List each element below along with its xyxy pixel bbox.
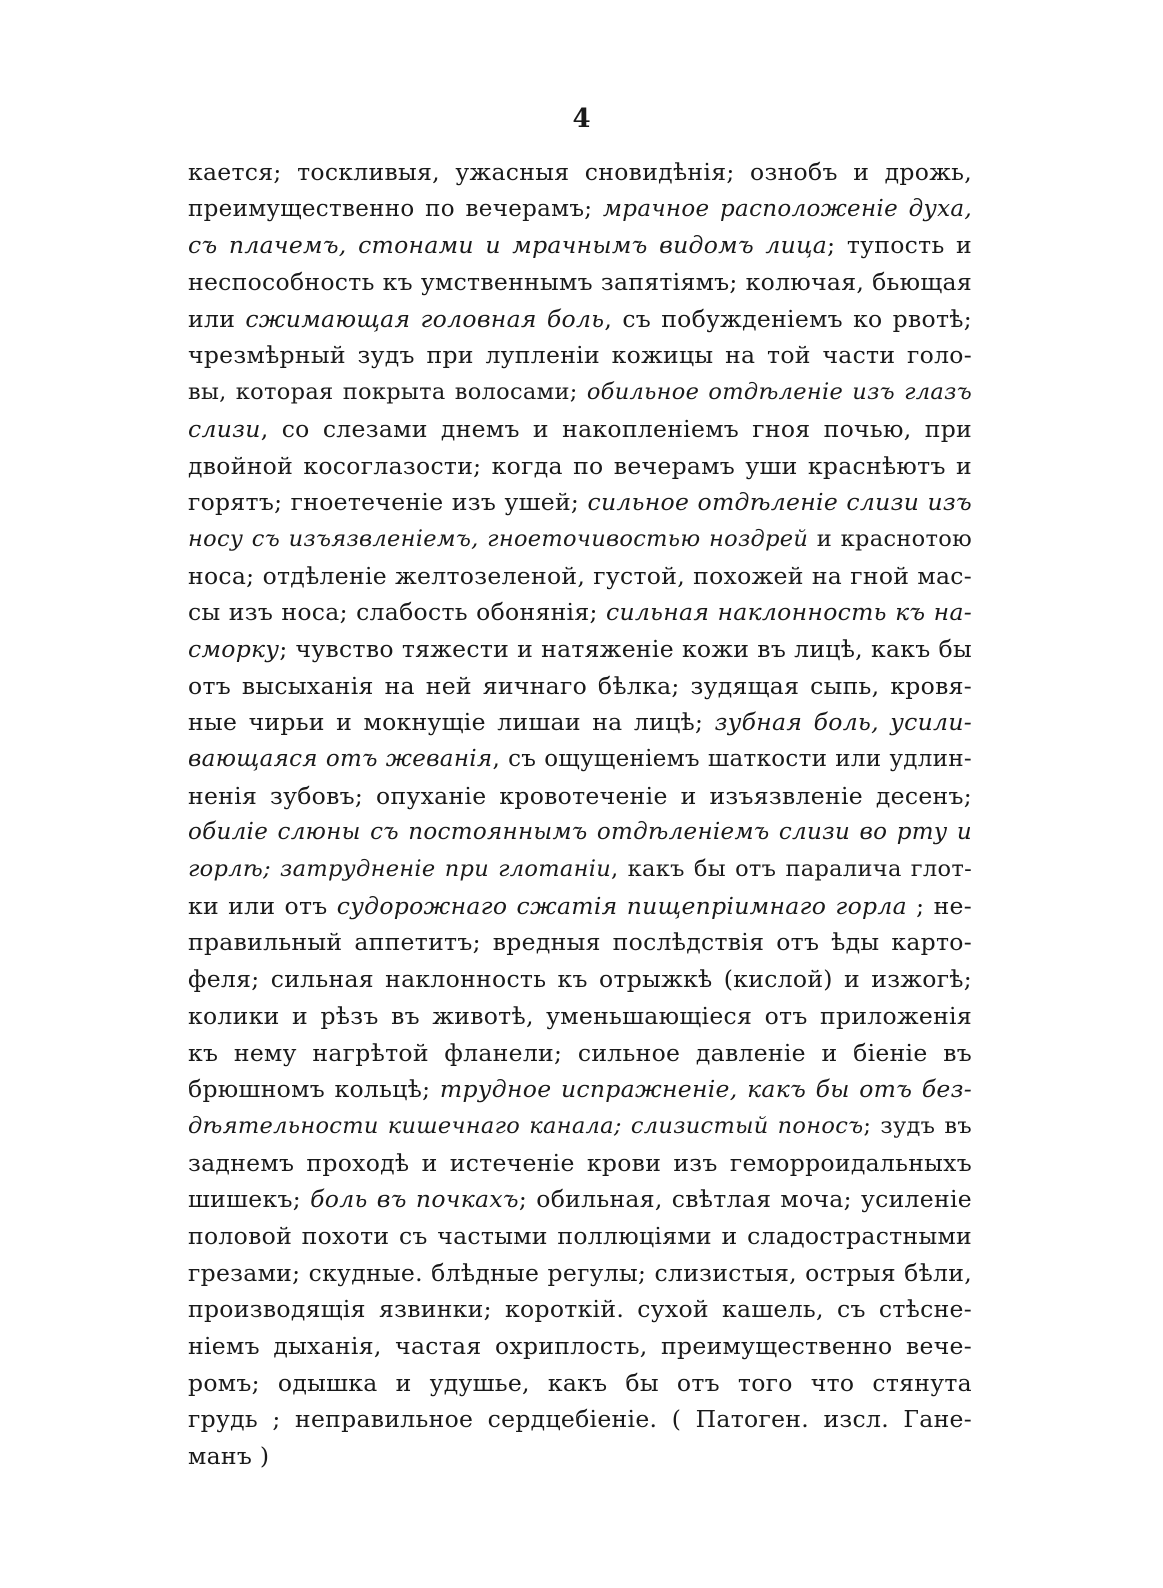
italic-text: обильное отдѣленіе изъ глазъ (586, 379, 972, 406)
text-line (188, 154, 972, 191)
text-segment: правильный аппетитъ; вредныя послѣдствія отъ ѣды карто- (188, 928, 972, 957)
italic-text: сильная наклонность къ на- (606, 598, 973, 627)
text-line (188, 631, 972, 668)
text-segment: кается; тоскливыя, ужасныя сновидѣнія; ознобъ и дрожь, (188, 158, 972, 186)
text-segment: ки или отъ (188, 891, 337, 920)
text-segment: двойной косоглазости; когда по вечерамъ уши краснѣютъ и (188, 451, 972, 480)
text-segment: половой похоти съ частыми поллюціями и сладострастными (188, 1221, 972, 1250)
text-segment: ; обильная, свѣтлая моча; усиленіе (518, 1185, 972, 1214)
text-segment: грудь ; неправильное сердцебіеніе. ( Патоген. изсл. Гане- (188, 1405, 972, 1434)
text-line (188, 851, 972, 888)
text-line (188, 1181, 972, 1218)
text-line (188, 264, 972, 301)
text-line (188, 1255, 972, 1292)
italic-text: слизи (188, 414, 261, 443)
italic-text: трудное испражненіе, какъ бы отъ без- (439, 1075, 972, 1104)
text-line (188, 1291, 972, 1328)
text-segment: , съ побужденіемъ ко рвотѣ; (604, 304, 972, 333)
text-line (188, 741, 972, 778)
text-line (188, 1401, 972, 1438)
text-segment: ніемъ дыханія, частая охриплость, преимущественно вече- (188, 1332, 972, 1360)
text-segment: , со слезами днемъ и накопленіемъ гноя почью, при (260, 414, 972, 443)
text-line (188, 411, 972, 448)
text-segment: или (188, 304, 246, 333)
text-line (188, 301, 972, 338)
italic-text: носу съ изъязвленіемъ, гноеточивостью ноздрей (188, 525, 809, 552)
text-segment: ; зудъ въ (863, 1112, 972, 1139)
italic-text: вающаяся отъ жеванія (188, 746, 493, 772)
italic-text: сжимающая головная боль (245, 304, 605, 333)
italic-text: мрачное расположеніе духа, (602, 195, 972, 222)
text-segment: брюшномъ кольцѣ; (188, 1075, 440, 1104)
text-line (188, 1145, 972, 1182)
text-line (188, 1438, 972, 1475)
text-segment: манъ ) (188, 1442, 270, 1471)
text-segment: колики и рѣзъ въ животѣ, уменьшающіеся отъ приложенія (188, 1001, 972, 1030)
text-segment: чрезмѣрный зудъ при лупленіи кожицы на той части голо- (188, 341, 972, 370)
text-line (188, 191, 972, 228)
text-segment: , какъ бы отъ паралича глот- (611, 856, 972, 883)
text-segment: вы, которая покрыта волосами; (188, 379, 587, 406)
text-segment: , съ ощущеніемъ шаткости или удлин- (492, 746, 972, 772)
text-line (188, 1218, 972, 1255)
text-segment: ; тупость и (827, 231, 972, 260)
italic-text: съ плачемъ, стонами и мрачнымъ видомъ лица (188, 231, 828, 260)
text-line (188, 337, 972, 374)
text-segment: заднемъ проходѣ и истеченіе крови изъ геморроидальныхъ (188, 1148, 972, 1177)
text-line (188, 961, 972, 998)
text-line (188, 448, 972, 485)
text-line (188, 998, 972, 1035)
text-line (188, 888, 972, 925)
text-segment: ; не- (906, 891, 972, 920)
text-line (188, 558, 972, 595)
text-line (188, 1365, 972, 1402)
text-line (188, 924, 972, 961)
text-segment: ненія зубовъ; опуханіе кровотеченіе и изъязвленіе десенъ; (188, 781, 972, 810)
text-segment: носа; отдѣленіе желтозеленой, густой, похожей на гной мас- (188, 561, 972, 590)
text-line (188, 227, 972, 264)
italic-text: сильное отдѣленіе слизи изъ (587, 488, 972, 517)
text-line (188, 374, 972, 411)
text-segment: къ нему нагрѣтой фланели; сильное давленіе и біеніе въ (188, 1038, 972, 1067)
text-segment: производящія язвинки; короткій. сухой кашель, съ стѣсне- (188, 1295, 972, 1324)
text-segment: отъ высыханія на ней яичнаго бѣлка; зудящая сыпь, кровя- (188, 671, 972, 700)
page-number: 4 (572, 104, 591, 134)
italic-text: обиліе слюны съ постояннымъ отдѣленіемъ слизи во рту и (188, 819, 972, 846)
text-line (188, 1328, 972, 1365)
text-line (188, 1108, 972, 1145)
text-segment: горятъ; гноетеченіе изъ ушей; (188, 488, 588, 517)
text-line (188, 778, 972, 815)
text-segment: и краснотою (808, 525, 972, 552)
text-segment: преимущественно по вечерамъ; (188, 195, 603, 222)
text-line (188, 484, 972, 521)
text-segment: грезами; скудные. блѣдные регулы; слизистыя, острыя бѣли, (188, 1258, 972, 1287)
text-segment: ; чувство тяжести и натяженіе кожи въ лицѣ, какъ бы (279, 634, 972, 663)
text-line (188, 668, 972, 705)
text-segment: ромъ; одышка и удушье, какъ бы отъ того что стянута (188, 1368, 972, 1397)
text-segment: шишекъ; (188, 1185, 311, 1214)
text-line (188, 594, 972, 631)
text-segment: ные чирьи и мокнущіе лишаи на лицѣ; (188, 708, 715, 737)
text-line (188, 1035, 972, 1072)
text-segment: феля; сильная наклонность къ отрыжкѣ (кислой) и изжогѣ; (188, 965, 972, 994)
italic-text: боль въ почкахъ (310, 1185, 519, 1214)
italic-text: горлѣ; затрудненіе при глотаніи (188, 856, 612, 883)
body-text (188, 154, 972, 1475)
italic-text: сморку (188, 634, 280, 663)
italic-text: зубная боль, усили- (714, 708, 972, 737)
text-line (188, 521, 972, 558)
text-line (188, 704, 972, 741)
italic-text: дѣятельности кишечнаго канала; слизистый поносъ (188, 1112, 864, 1139)
text-segment: неспособность къ умственнымъ запятіямъ; колючая, бьющая (188, 268, 972, 297)
italic-text: судорожнаго сжатія пищепріимнаго горла (336, 891, 907, 920)
text-line (188, 814, 972, 851)
text-line (188, 1071, 972, 1108)
text-segment: сы изъ носа; слабость обонянія; (188, 598, 606, 627)
